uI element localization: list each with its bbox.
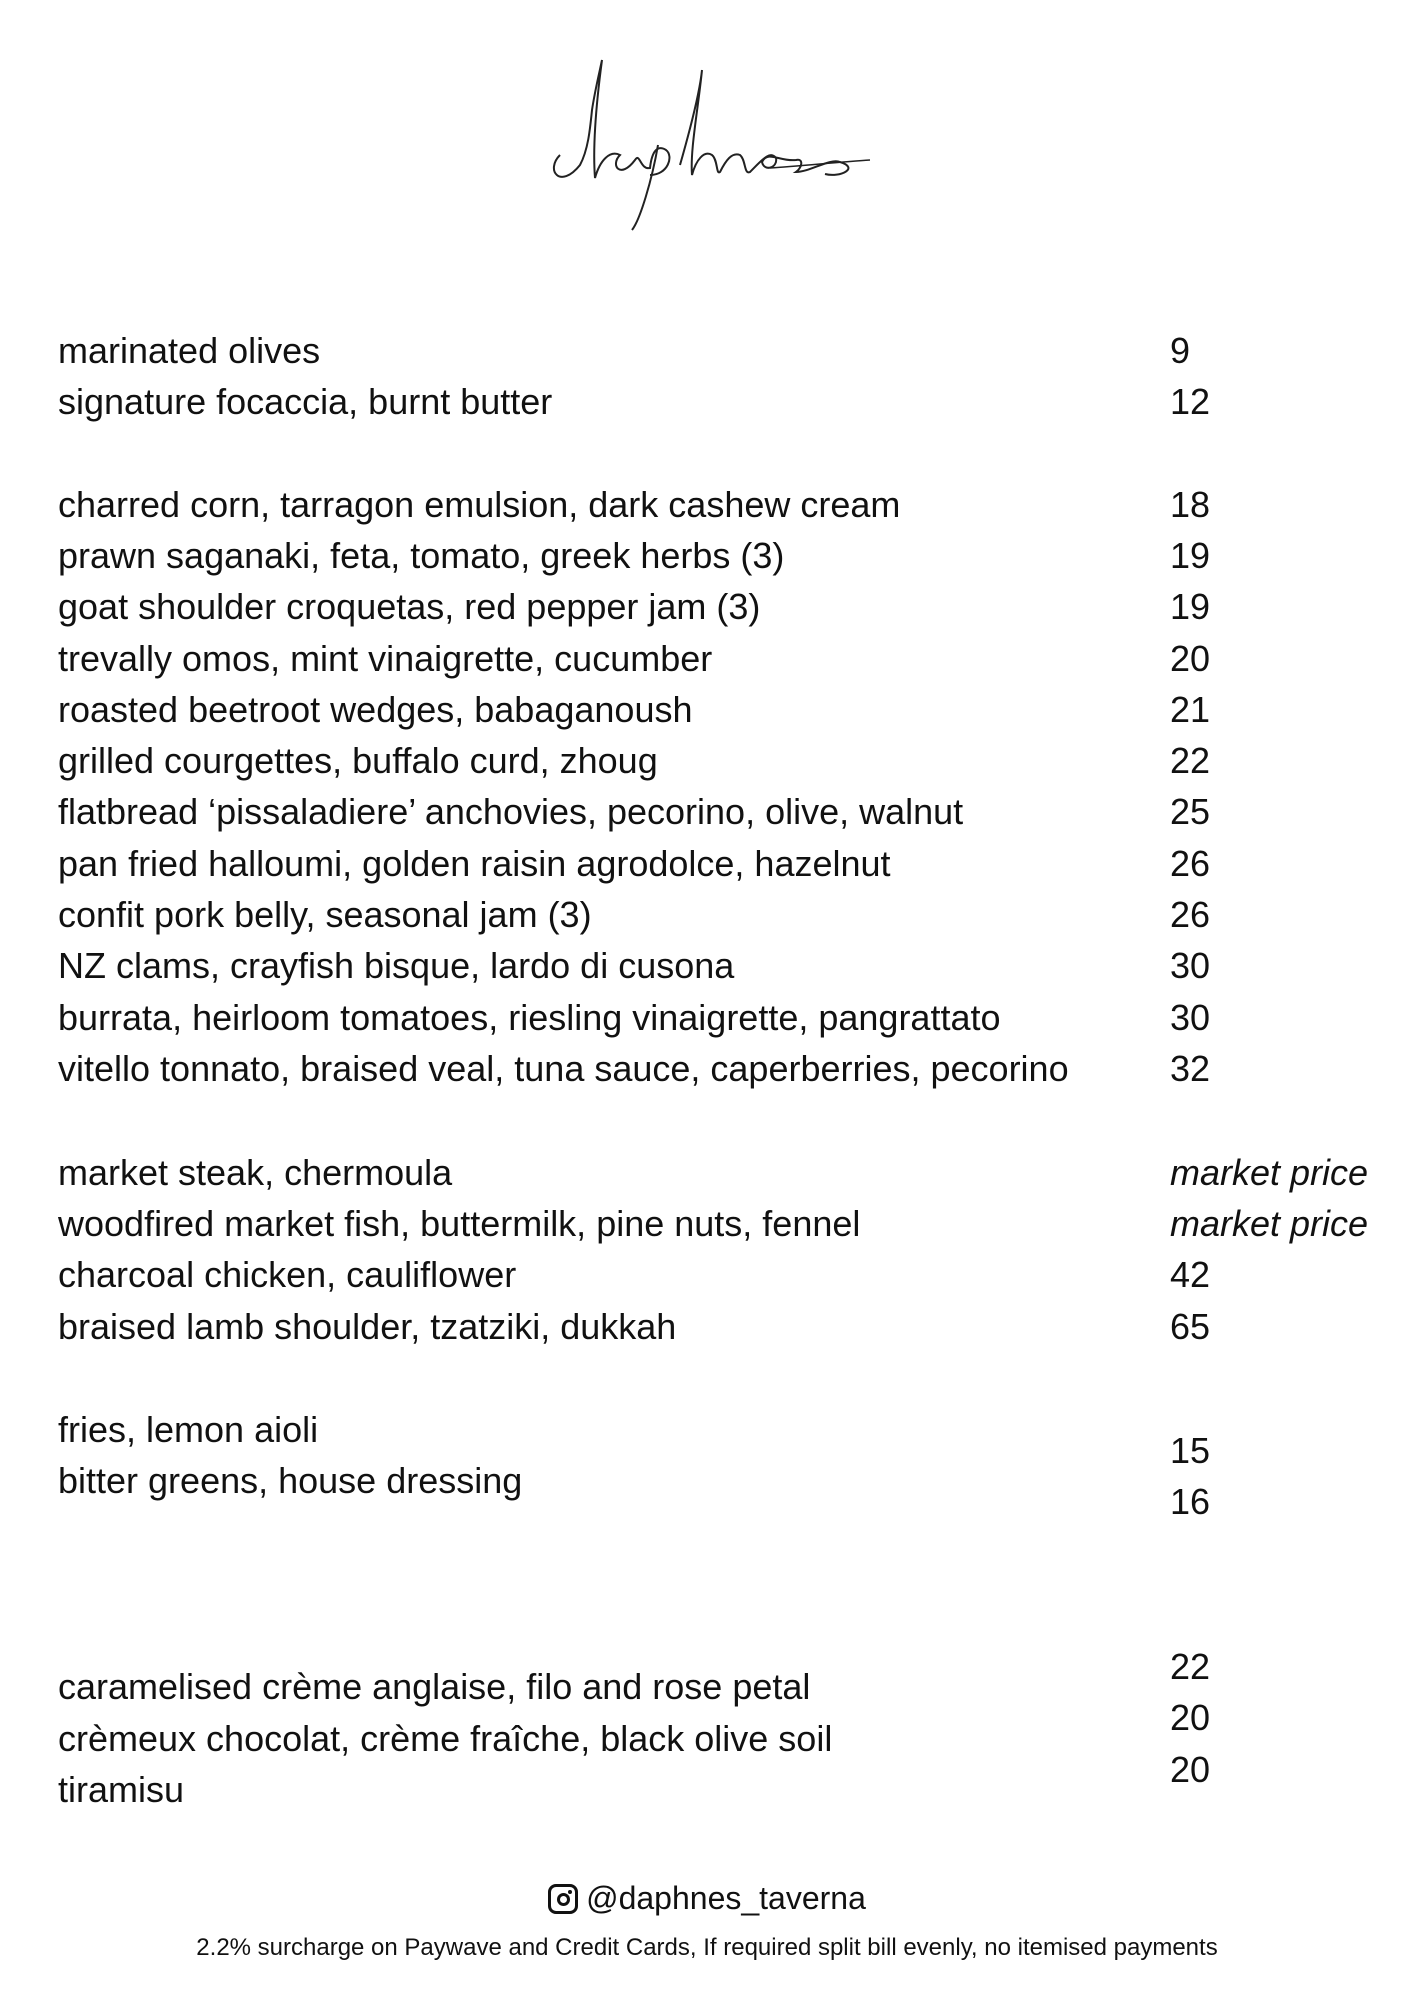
item-name: woodfired market fish, buttermilk, pine nuts, fennel <box>58 1203 861 1244</box>
brand-logo <box>540 50 880 240</box>
menu-item <box>0 1249 1414 1301</box>
menu-item <box>0 1043 1414 1095</box>
item-price: 15 <box>1170 1430 1211 1471</box>
item-price: 20 <box>1170 638 1211 679</box>
item-name: confit pork belly, seasonal jam (3) <box>58 894 592 935</box>
item-price: 65 <box>1170 1306 1211 1347</box>
menu-item <box>0 735 1414 787</box>
item-name: grilled courgettes, buffalo curd, zhoug <box>58 740 658 781</box>
item-price: market price <box>1170 1203 1369 1244</box>
item-name: braised lamb shoulder, tzatziki, dukkah <box>58 1306 677 1347</box>
item-price: 12 <box>1170 381 1211 422</box>
item-name: bitter greens, house dressing <box>58 1460 523 1501</box>
menu-item <box>0 376 1414 428</box>
item-name: burrata, heirloom tomatoes, riesling vinaigrette, pangrattato <box>58 997 1001 1038</box>
item-name: pan fried halloumi, golden raisin agrodolce, hazelnut <box>58 843 891 884</box>
item-name: vitello tonnato, braised veal, tuna sauce, caperberries, pecorino <box>58 1048 1069 1089</box>
item-price: 42 <box>1170 1254 1211 1295</box>
item-price: 30 <box>1170 997 1211 1038</box>
item-price: 20 <box>1170 1697 1211 1738</box>
item-price: 19 <box>1170 586 1211 627</box>
item-name: goat shoulder croquetas, red pepper jam (3) <box>58 586 761 627</box>
menu-item <box>0 581 1414 633</box>
menu-item <box>0 889 1414 941</box>
item-price: market price <box>1170 1152 1369 1193</box>
menu-item <box>0 786 1414 838</box>
item-price: 22 <box>1170 1646 1211 1687</box>
item-name: signature focaccia, burnt butter <box>58 381 553 422</box>
menu-item <box>0 1147 1414 1199</box>
surcharge-note: 2.2% surcharge on Paywave and Credit Cards, If required split bill evenly, no itemised payments <box>196 1934 1218 1961</box>
item-name: roasted beetroot wedges, babaganoush <box>58 689 693 730</box>
item-price: 16 <box>1170 1481 1211 1522</box>
menu-item <box>0 479 1414 531</box>
item-price: 26 <box>1170 894 1211 935</box>
item-price: 19 <box>1170 535 1211 576</box>
item-price: 9 <box>1170 330 1191 371</box>
item-name: charcoal chicken, cauliflower <box>58 1254 517 1295</box>
item-name: market steak, chermoula <box>58 1152 453 1193</box>
item-price: 22 <box>1170 740 1211 781</box>
item-price: 20 <box>1170 1749 1211 1790</box>
item-name: NZ clams, crayfish bisque, lardo di cusona <box>58 945 735 986</box>
item-price: 26 <box>1170 843 1211 884</box>
item-price: 25 <box>1170 791 1211 832</box>
menu-item <box>0 940 1414 992</box>
item-price: 30 <box>1170 945 1211 986</box>
item-name: tiramisu <box>58 1769 185 1810</box>
handwritten-logo-icon <box>540 50 880 240</box>
item-name: marinated olives <box>58 330 321 371</box>
item-name: trevally omos, mint vinaigrette, cucumber <box>58 638 713 679</box>
item-name: caramelised crème anglaise, filo and rose petal <box>58 1666 811 1707</box>
item-price: 32 <box>1170 1048 1211 1089</box>
item-name: charred corn, tarragon emulsion, dark cashew cream <box>58 484 901 525</box>
menu-item <box>0 325 1414 377</box>
item-price: 18 <box>1170 484 1211 525</box>
menu-item <box>0 1198 1414 1250</box>
item-name: flatbread ‘pissaladiere’ anchovies, pecorino, olive, walnut <box>58 791 964 832</box>
instagram-handle[interactable] <box>0 1876 1414 1920</box>
menu-item <box>0 530 1414 582</box>
instagram-icon <box>548 1884 578 1914</box>
item-price: 21 <box>1170 689 1211 730</box>
menu-item <box>0 633 1414 685</box>
menu-item <box>0 838 1414 890</box>
menu-item <box>0 992 1414 1044</box>
menu-item <box>0 684 1414 736</box>
item-name: prawn saganaki, feta, tomato, greek herbs (3) <box>58 535 785 576</box>
item-name: fries, lemon aioli <box>58 1409 319 1450</box>
handle-text: @daphnes_taverna <box>586 1880 866 1916</box>
item-name: crèmeux chocolat, crème fraîche, black olive soil <box>58 1718 833 1759</box>
menu-item <box>0 1301 1414 1353</box>
